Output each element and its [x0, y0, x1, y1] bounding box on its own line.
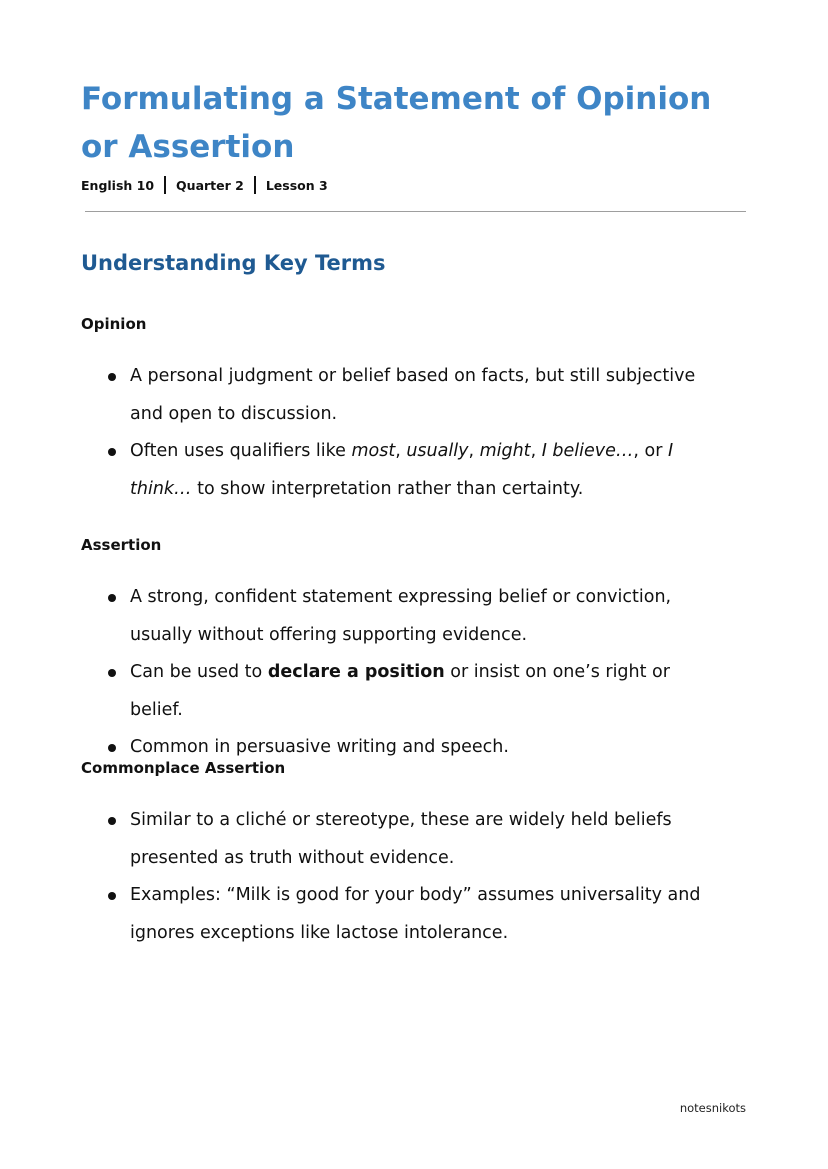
qualifier-usually: usually: [406, 441, 469, 461]
commonplace-list: [81, 802, 721, 952]
list-item: [81, 654, 721, 729]
section-heading: Understanding Key Terms: [81, 251, 386, 275]
bullet-icon: [108, 669, 116, 677]
list-item-text: A strong, confident statement expressing belief or conviction, usually without offering supporting evidence.: [130, 587, 672, 645]
assertion-heading: Assertion: [81, 536, 162, 554]
subject-label: English 10: [81, 177, 155, 193]
bullet-icon: [108, 373, 116, 381]
bold-phrase: declare a position: [267, 662, 445, 682]
opinion-heading: Opinion: [81, 315, 147, 333]
list-item: [81, 433, 721, 508]
bullet-icon: [108, 817, 116, 825]
text-run: or insist on one’s right or belief.: [130, 662, 670, 720]
qualifier-might: might: [479, 441, 531, 461]
list-item-text: [130, 662, 670, 720]
bullet-icon: [108, 448, 116, 456]
list-item-text: Examples: “Milk is good for your body” assumes universality and ignores exceptions like lactose intolerance.: [130, 885, 701, 943]
text-run: Often uses qualifiers like: [130, 441, 352, 461]
text-run: ,: [530, 441, 542, 461]
qualifier-most: most: [351, 441, 396, 461]
opinion-list: [81, 358, 721, 508]
text-run: ,: [395, 441, 407, 461]
list-item: [81, 802, 721, 877]
footer-brand: notesnikots: [679, 1101, 746, 1115]
list-item: [81, 877, 721, 952]
assertion-list: [81, 579, 721, 767]
list-item-text: Similar to a cliché or stereotype, these are widely held beliefs presented as truth without evidence.: [130, 810, 672, 868]
list-item-text: A personal judgment or belief based on facts, but still subjective and open to discussion.: [130, 366, 696, 424]
qualifier-i-think: I think…: [130, 441, 674, 499]
lesson-meta: [81, 176, 328, 194]
list-item-text: Common in persuasive writing and speech.: [130, 737, 509, 757]
qualifier-i-believe: I believe…: [541, 441, 634, 461]
commonplace-heading: Commonplace Assertion: [81, 759, 286, 777]
title-divider: [85, 211, 746, 212]
text-run: to show interpretation rather than certainty.: [191, 478, 584, 499]
text-run: ,: [468, 441, 480, 461]
bullet-icon: [108, 892, 116, 900]
meta-divider: [254, 176, 256, 194]
bullet-icon: [108, 594, 116, 602]
list-item-text: [130, 441, 673, 499]
text-run: Can be used to: [130, 662, 268, 682]
meta-divider: [164, 176, 166, 194]
quarter-label: Quarter 2: [176, 177, 244, 193]
list-item: [81, 358, 721, 433]
list-item: [81, 579, 721, 654]
lesson-label: Lesson 3: [265, 177, 328, 193]
page-title: Formulating a Statement of Opinion or Assertion: [81, 81, 712, 165]
text-run: , or: [633, 441, 669, 461]
bullet-icon: [108, 744, 116, 752]
